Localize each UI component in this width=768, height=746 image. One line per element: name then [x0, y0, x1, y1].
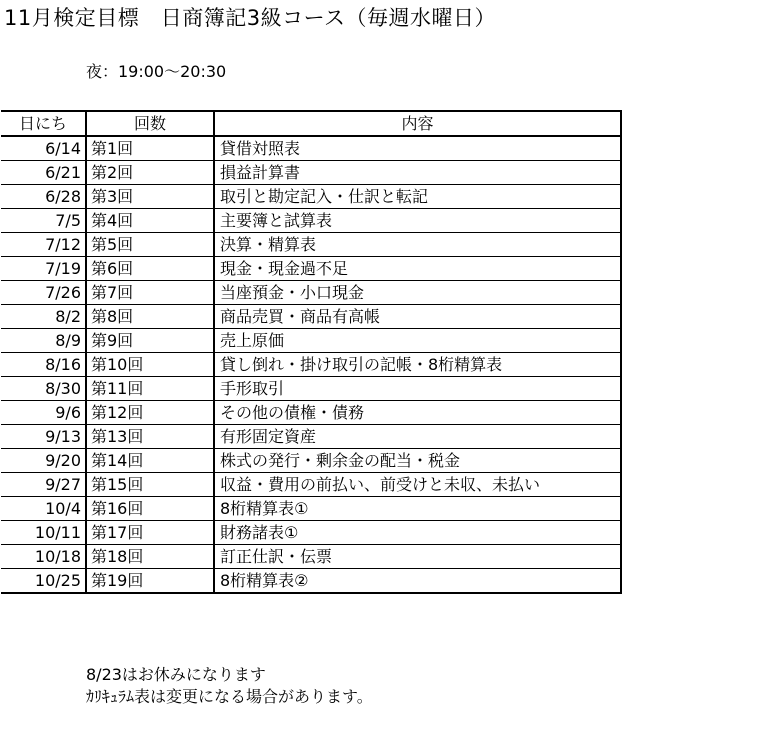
cell-session: 第3回	[86, 185, 214, 209]
cell-date: 8/30	[1, 377, 86, 401]
note-holiday: 8/23はお休みになります	[86, 665, 266, 684]
cell-content: 売上原価	[214, 329, 621, 353]
note-curriculum-change: ｶﾘｷｭﾗﾑ表は変更になる場合があります。	[86, 687, 373, 706]
table-row	[1, 497, 621, 521]
table-row	[1, 569, 621, 594]
cell-session: 第17回	[86, 521, 214, 545]
table-row	[1, 281, 621, 305]
cell-content: その他の債権・債務	[214, 401, 621, 425]
header-session: 回数	[86, 111, 214, 136]
cell-session: 第18回	[86, 545, 214, 569]
cell-session: 第9回	[86, 329, 214, 353]
cell-content: 現金・現金過不足	[214, 257, 621, 281]
cell-date: 9/27	[1, 473, 86, 497]
table-row	[1, 209, 621, 233]
cell-date: 8/16	[1, 353, 86, 377]
table-row	[1, 521, 621, 545]
table-row	[1, 545, 621, 569]
cell-date: 8/9	[1, 329, 86, 353]
header-date: 日にち	[1, 111, 86, 136]
table-row	[1, 257, 621, 281]
cell-date: 9/6	[1, 401, 86, 425]
cell-date: 10/4	[1, 497, 86, 521]
table-row	[1, 305, 621, 329]
cell-date: 6/14	[1, 136, 86, 161]
cell-session: 第1回	[86, 136, 214, 161]
cell-date: 6/28	[1, 185, 86, 209]
cell-date: 7/26	[1, 281, 86, 305]
cell-content: 貸借対照表	[214, 136, 621, 161]
cell-content: 財務諸表①	[214, 521, 621, 545]
cell-session: 第14回	[86, 449, 214, 473]
cell-session: 第15回	[86, 473, 214, 497]
cell-content: 貸し倒れ・掛け取引の記帳・8桁精算表	[214, 353, 621, 377]
schedule-table	[1, 110, 622, 594]
table-row	[1, 353, 621, 377]
cell-session: 第4回	[86, 209, 214, 233]
cell-date: 10/11	[1, 521, 86, 545]
cell-session: 第10回	[86, 353, 214, 377]
table-row	[1, 473, 621, 497]
cell-date: 7/19	[1, 257, 86, 281]
cell-content: 当座預金・小口現金	[214, 281, 621, 305]
cell-date: 6/21	[1, 161, 86, 185]
table-row	[1, 401, 621, 425]
cell-content: 収益・費用の前払い、前受けと未収、未払い	[214, 473, 621, 497]
cell-session: 第16回	[86, 497, 214, 521]
cell-content: 取引と勘定記入・仕訳と転記	[214, 185, 621, 209]
cell-date: 10/25	[1, 569, 86, 594]
table-row	[1, 329, 621, 353]
table-row	[1, 449, 621, 473]
class-time: 夜：19:00～20:30	[86, 62, 227, 81]
table-row	[1, 377, 621, 401]
header-content: 内容	[214, 111, 621, 136]
table-row	[1, 185, 621, 209]
cell-session: 第5回	[86, 233, 214, 257]
table-row	[1, 161, 621, 185]
cell-content: 決算・精算表	[214, 233, 621, 257]
cell-date: 7/12	[1, 233, 86, 257]
schedule-rows	[1, 136, 621, 593]
cell-content: 主要簿と試算表	[214, 209, 621, 233]
table-row	[1, 136, 621, 161]
table-row	[1, 425, 621, 449]
notes	[86, 664, 373, 708]
cell-content: 商品売買・商品有高帳	[214, 305, 621, 329]
cell-session: 第8回	[86, 305, 214, 329]
table-header-row	[1, 111, 621, 136]
cell-content: 手形取引	[214, 377, 621, 401]
cell-date: 9/13	[1, 425, 86, 449]
cell-date: 10/18	[1, 545, 86, 569]
page-title: 11月検定目標 日商簿記3級コース（毎週水曜日）	[4, 6, 497, 30]
cell-session: 第11回	[86, 377, 214, 401]
cell-content: 損益計算書	[214, 161, 621, 185]
cell-session: 第6回	[86, 257, 214, 281]
cell-content: 訂正仕訳・伝票	[214, 545, 621, 569]
cell-content: 有形固定資産	[214, 425, 621, 449]
cell-session: 第7回	[86, 281, 214, 305]
cell-session: 第2回	[86, 161, 214, 185]
cell-session: 第12回	[86, 401, 214, 425]
cell-session: 第13回	[86, 425, 214, 449]
cell-content: 8桁精算表②	[214, 569, 621, 594]
cell-session: 第19回	[86, 569, 214, 594]
cell-content: 株式の発行・剰余金の配当・税金	[214, 449, 621, 473]
cell-date: 7/5	[1, 209, 86, 233]
cell-date: 9/20	[1, 449, 86, 473]
cell-content: 8桁精算表①	[214, 497, 621, 521]
table-row	[1, 233, 621, 257]
cell-date: 8/2	[1, 305, 86, 329]
